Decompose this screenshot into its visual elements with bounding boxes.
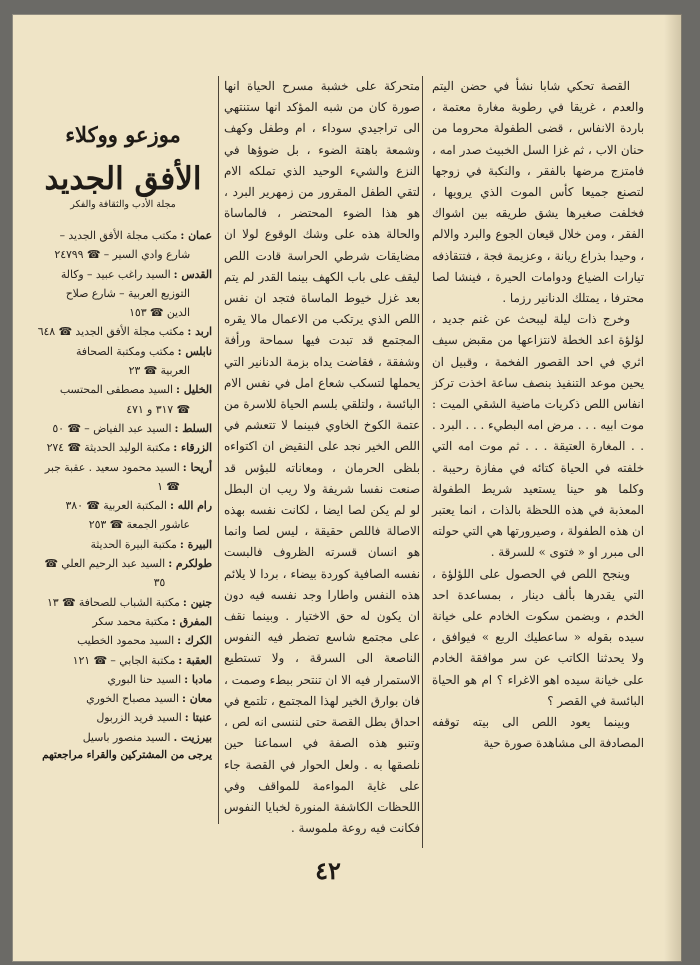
agent-city: البيرة : bbox=[179, 537, 212, 551]
agent-city: أريحا : bbox=[182, 460, 212, 474]
subscribers-note: يرجى من المشتركين والقراء مراجعتهم bbox=[42, 749, 212, 762]
agent-detail: مكتبة الشباب للصحافة ☎ ١٣ bbox=[46, 595, 180, 609]
agent-row bbox=[34, 535, 212, 554]
page-edge-shadow bbox=[664, 14, 682, 962]
agent-row bbox=[34, 554, 212, 593]
agent-city: بيرزيت . bbox=[173, 730, 212, 744]
agent-detail: مكتب مجلة الأفق الجديد – bbox=[59, 229, 178, 242]
agent-row bbox=[34, 612, 212, 631]
agent-city: الزرقاء : bbox=[173, 441, 212, 455]
agent-city: الكرك : bbox=[177, 634, 212, 648]
article-paragraph: وخرج ذات ليلة ليبحث عن غنم جديد ، لؤلؤة اعد الخطة لانتزاعها من مقبض سيف اثري في احد القصور الفخمة ، وقبيل ان يحين موعد التنفيذ بنصف ساعة اخذت تركز انفاس اللص ذكريات ماضية الشقي الميت : موت ابيه . . . مرض امه البطيء . . . البرد . . . المغارة العتيقة . . . ثم موت امه التي خلفته في الحياة كتائه في مفازة رحيبة . وكلما هو حينا يستعيد شريط الطفولة المعذبة في هذه اللحظة بالذات ، انما يعتبر ان هذه الطفولة ، وصيرورتها هي التي حولته الى مبرر او « فتوى » للسرقة . bbox=[432, 312, 644, 560]
magazine-masthead: الأفق الجديد bbox=[44, 161, 202, 197]
agent-row bbox=[34, 593, 212, 612]
agent-row bbox=[34, 515, 212, 534]
agent-row bbox=[34, 689, 212, 708]
agent-city: القدس : bbox=[173, 267, 212, 281]
article-paragraph: القصة تحكي شابا نشأ في حضن اليتم والعدم ، غريقا في رطوبة مغارة معتمة ، باردة الانفاس ، قضى الطفولة محروما من حنان الاب ، ثم غزا السل الخبيث صدر امه ، فامتزج مرضها بالفقر ، والنكبة في زوجها لتصنع جميعا كأس الموت الذي يرويها ، فخلفت صغيرها يشق طريقه بين اشواك الفقر ، ومن خلال قيعان الجوع والبرد والالم ، وحيدا بذراع ريانة ، وعزيمة فجة ، فتتقاذفه تيارات الضياع ودوامات الحيرة ، فينشا لصا محترفا ، يمتلك الدنانير رزما . bbox=[432, 79, 644, 306]
agent-row bbox=[34, 380, 212, 399]
agent-detail: مكتبة البيرة الحديثة bbox=[90, 537, 177, 551]
agents-list bbox=[34, 226, 212, 747]
magazine-page bbox=[12, 14, 682, 962]
agent-city: عمان : bbox=[180, 229, 212, 242]
masthead-subtitle: مجلة الأدب والثقافة والفكر bbox=[70, 199, 176, 210]
agent-row bbox=[34, 458, 212, 497]
agent-row bbox=[34, 708, 212, 727]
sidebar-title: موزعو ووكلاء bbox=[65, 122, 181, 147]
agent-row bbox=[34, 226, 212, 245]
agent-row bbox=[34, 496, 212, 515]
agent-detail: السيد محمود سعيد . عقبة جبر ☎ ١ bbox=[44, 460, 180, 493]
agent-row bbox=[34, 342, 212, 361]
agent-detail: السيد منصور باسيل bbox=[82, 730, 171, 744]
article-column-right bbox=[432, 76, 644, 755]
agent-row bbox=[34, 631, 212, 650]
agent-city: مادبا : bbox=[184, 672, 212, 686]
agent-row bbox=[34, 728, 212, 747]
agent-detail: المكتبة العربية ☎ ٣٨٠ bbox=[65, 499, 167, 513]
agent-detail: السيد مصباح الخوري bbox=[86, 692, 180, 706]
agent-detail: السيد مصطفى المحتسب bbox=[59, 383, 173, 397]
agent-detail: ☎ ٣١٧ و ٤٧١ bbox=[126, 402, 190, 416]
agent-row bbox=[34, 322, 212, 341]
agent-city: معان : bbox=[182, 692, 212, 706]
agent-city: رام الله : bbox=[169, 499, 212, 513]
agent-detail: العربية ☎ ٢٣ bbox=[128, 364, 190, 378]
article-paragraph: متحركة على خشبة مسرح الحياة انها صورة كان من شبه المؤكد انها ستنتهي الى تراجيدي سوداء ، ام وطفل وكهف وشمعة باهتة الضوء ، بل ضوؤها في النزع والشيء الوحيد الذي تملكه الام لتقي الطفل المقرور من زمهرير البرد ، هو هذا الضوء المحتضر ، فالماساة والحالة هذه على وشك الوقوع لولا ان مضايقات شرطي الحراسة قادت اللص ليقف على باب الكهف بينما القدر لم يتم بعد غزل خيوط الماساة فتجد ان نفس اللص الذي يرتكب من الاعمال مالا يقره المجتمع قد تبدت فيها سماحة ورأفة وشفقة ، فقاضت يداه بزمة الدنانير التي يحملها لتسكب شعاع امل في نفس الام البائسة ، ولتلقي بلسم الحياة للاسرة من عتمة الكوخ الخاوي فبينما لا تتعشم في اللص الخير نجد على النقيض ان اكتواءه بلظى الحرمان ، ومعاناته للبؤس قد صنعت نفسا شريفة ولا ريب ان البطل لو لم يكن لصا ايضا ، لكانت نفسه بهذه الاصالة فاللص حقيقة ، ليس لصا وانما هو انسان قسرته الظروف فالبست نفسه الصافية كوردة بيضاء ، بردا لا يلائم هذه النفس واطارا وجد نفسه فيه دون ان يكون له حق الاختيار . وبينما نقف على مجتمع شاسع تضطر فيه النفوس الناصعة الى السرقة ، ولا تستطيع الاستمرار فيه الا ان تنتحر ببطء وصمت ، فان بوارق الخير لهذا المجتمع ، تلتمع في احداق بطل القصة حتى لننسى انه لص ، وتنبو هذه الصفة في اسماعنا حين نلصقها به . ولعل الحوار في القصة جاء على غاية المواءمة للمواقف وفي اللحظات الكاشفة المنورة لخبايا النفوس فكانت فيه روعة ملموسة . bbox=[224, 79, 420, 836]
agent-detail: عاشور الجمعة ☎ ٢٥٣ bbox=[88, 518, 190, 532]
agent-detail: التوزيع العربية – شارع صلاح bbox=[65, 286, 190, 300]
agent-city: طولكرم : bbox=[168, 557, 212, 571]
agent-detail: مكتب مجلة الأفق الجديد ☎ ٦٤٨ bbox=[37, 325, 185, 339]
agent-row bbox=[34, 438, 212, 457]
agent-city: جنين : bbox=[182, 595, 212, 609]
agent-city: عنبتا : bbox=[184, 711, 212, 725]
agent-row bbox=[34, 303, 212, 322]
agent-detail: السيد محمود الخطيب bbox=[77, 634, 175, 648]
agent-detail: السيد حنا البوري bbox=[107, 672, 182, 686]
agent-row bbox=[34, 265, 212, 284]
agent-row bbox=[34, 284, 212, 303]
article-column-middle bbox=[224, 76, 420, 839]
agent-detail: السيد راغب عبيد – وكالة bbox=[60, 267, 171, 281]
column-divider bbox=[422, 76, 423, 848]
agent-city: السلط : bbox=[174, 421, 212, 435]
agent-row bbox=[34, 245, 212, 264]
agent-city: الخليل : bbox=[175, 383, 212, 397]
agent-detail: الدين ☎ ١٥٣ bbox=[129, 306, 190, 320]
agent-city: نابلس : bbox=[177, 344, 212, 358]
page-number: ٤٢ bbox=[315, 856, 341, 885]
column-divider bbox=[218, 76, 219, 824]
agent-detail: السيد عبد الرحيم العلي ☎ ٣٥ bbox=[44, 557, 166, 590]
agent-detail: مكتبة الجابي – ☎ ١٢١ bbox=[72, 653, 176, 667]
agent-city: العقبة : bbox=[178, 653, 212, 667]
agent-detail: مكتب ومكتبة الصحافة bbox=[76, 344, 175, 358]
article-paragraph: وينجح اللص في الحصول على اللؤلؤة ، التي يقدرها بألف دينار ، بمساعدة احد الخدم ، وبضمن سكوت الخادم على خيانة سيده بقوله « ساعطيك الربع » فيوافق ، ولا يحدثنا الكاتب عن سر موافقة الخادم على خيانة سيده اهو الاغراء ؟ ام هو الحياة البائسة في القصر ؟ bbox=[432, 566, 644, 708]
agent-detail: شارع وادي السير – ☎ ٢٤٧٩٩ bbox=[54, 248, 190, 262]
agent-detail: مكتبة محمد سكر bbox=[92, 614, 169, 628]
agent-row bbox=[34, 670, 212, 689]
agent-row bbox=[34, 361, 212, 380]
agent-row bbox=[34, 419, 212, 438]
agent-city: المفرق : bbox=[171, 614, 212, 628]
agent-detail: السيد فريد الزربول bbox=[96, 711, 182, 725]
distributors-sidebar bbox=[34, 78, 212, 761]
agent-row bbox=[34, 400, 212, 419]
agent-city: اربد : bbox=[187, 325, 212, 339]
article-paragraph: وبينما يعود اللص الى بيته توقفه المصادفة الى مشاهدة صورة حية bbox=[432, 715, 644, 751]
agent-detail: السيد عبد الفياض – ☎ ٥٠ bbox=[52, 421, 172, 435]
agent-row bbox=[34, 651, 212, 670]
agent-detail: مكتبة الوليد الحديثة ☎ ٢٧٤ bbox=[46, 441, 171, 455]
